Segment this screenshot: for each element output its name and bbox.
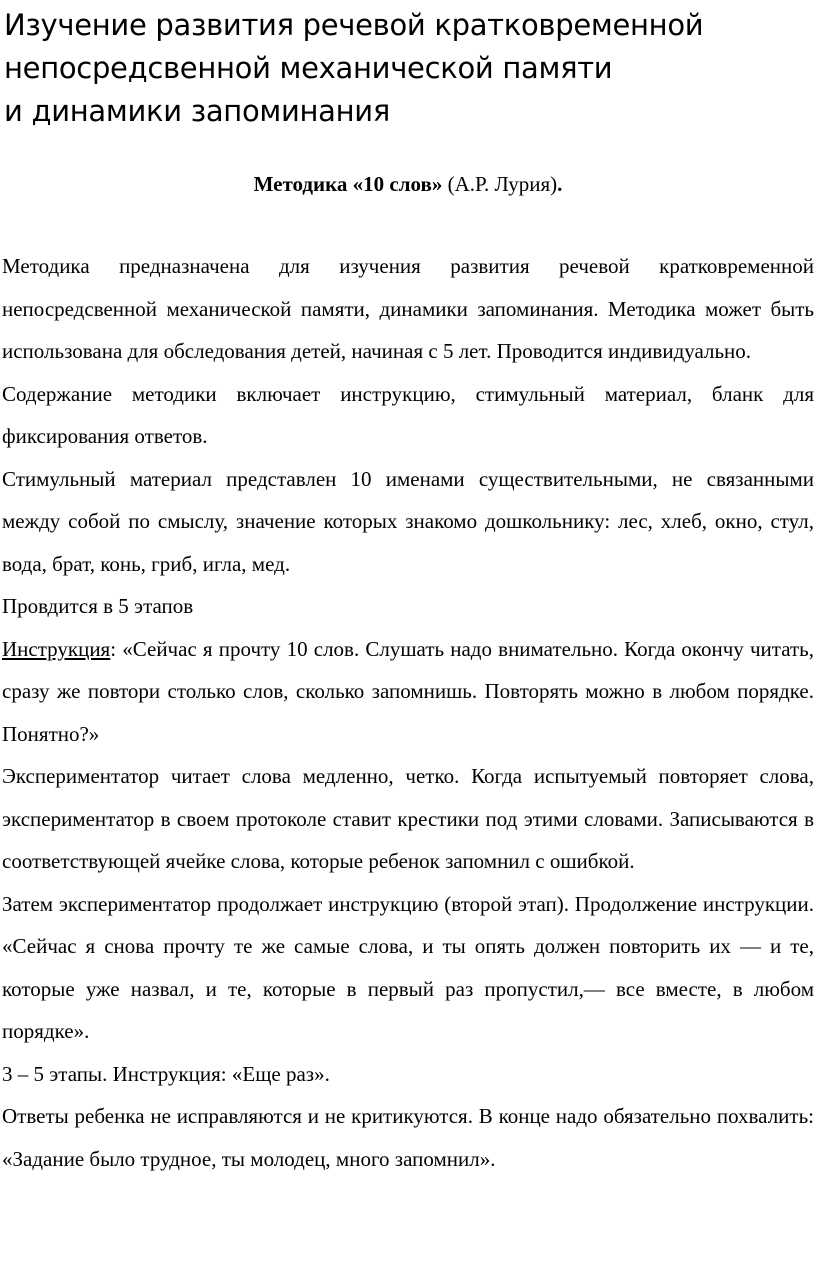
paragraph-procedure: Экспериментатор читает слова медленно, четко. Когда испытуемый повторяет слова, экспериментатор в своем протоколе ставит крестики под этими словами. Записываются в соответствующей ячейке слова, которые ребенок запомнил с ошибкой. — [2, 764, 814, 873]
paragraph-instruction — [2, 628, 814, 756]
paragraph-purpose: Методика предназначена для изучения развития речевой кратковременной непосредсвенной механической памяти, динамики запоминания. Методика может быть использована для обследования детей, начиная с 5 лет. Проводится индивидуально. — [2, 254, 814, 363]
method-dot: . — [557, 172, 563, 196]
paragraph-second-stage: Затем экспериментатор продолжает инструкцию (второй этап). Продолжение инструкции. «Сейчас я снова прочту те же самые слова, и ты опять должен повторить их — и те, которые уже назвал, и те, которые в первый раз пропустил,— все вместе, в любом порядке». — [2, 891, 814, 1043]
paragraph-contents: Содержание методики включает инструкцию, стимульный материал, бланк для фиксирования ответов. — [2, 381, 814, 448]
paragraph-praise: Ответы ребенка не исправляются и не критикуются. В конце надо обязательно похвалить: «Задание было трудное, ты молодец, много запомнил». — [2, 1104, 814, 1171]
title-line-1: Изучение развития речевой кратковременной — [4, 8, 704, 42]
instruction-label: Инструкция — [2, 636, 111, 661]
title-line-3: и динамики запоминания — [4, 94, 391, 128]
method-heading — [0, 168, 816, 200]
paragraph-stages: Провдится в 5 этапов — [2, 594, 194, 618]
page-title — [4, 4, 804, 133]
paragraph-stages-3-5: 3 – 5 этапы. Инструкция: «Еще раз». — [2, 1061, 330, 1086]
document-body — [2, 245, 814, 1180]
instruction-text: : «Сейчас я прочту 10 слов. Слушать надо внимательно. Когда окончу читать, сразу же повтори столько слов, сколько запомнишь. Повторять можно в любом порядке. Понятно?» — [2, 636, 814, 746]
paragraph-stimulus: Стимульный материал представлен 10 именами существительными, не связанными между собой по смыслу, значение которых знакомо дошкольнику: лес, хлеб, окно, стул, вода, брат, конь, гриб, игла, мед. — [2, 466, 814, 576]
method-name: Методика «10 слов» — [253, 172, 443, 196]
title-line-2: непосредсвенной механической памяти — [4, 51, 613, 85]
method-author: (А.Р. Лурия) — [442, 172, 558, 196]
